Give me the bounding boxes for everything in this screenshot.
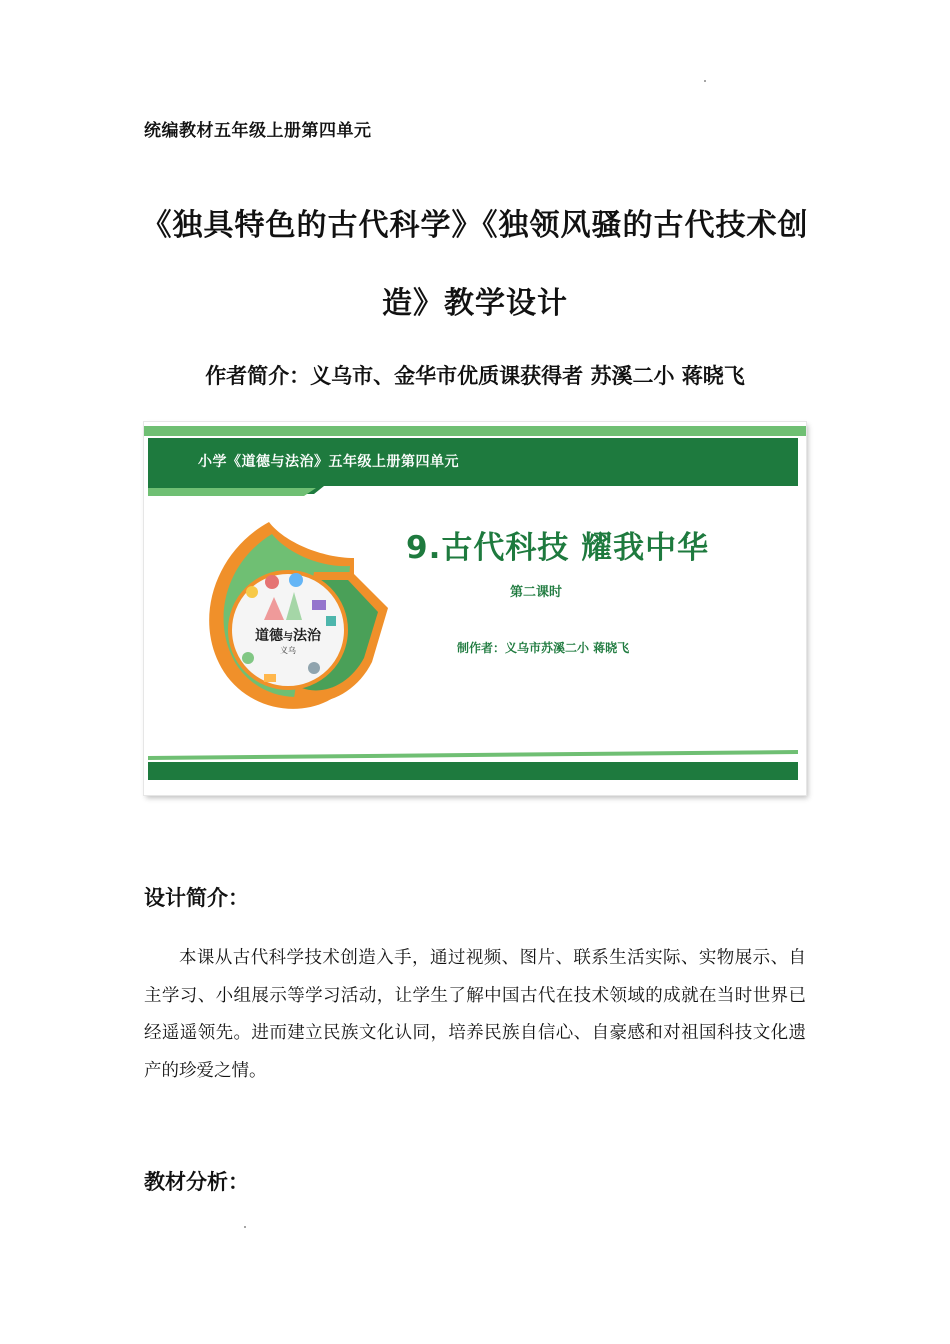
material-analysis-heading: 教材分析： bbox=[144, 1170, 249, 1194]
lesson-maker: 制作者：义乌市苏溪二小 蒋晓飞 bbox=[457, 641, 630, 655]
design-intro-heading: 设计简介： bbox=[144, 886, 249, 910]
doc-title-line-1: 《独具特色的古代科学》《独领风骚的古代技术创 bbox=[141, 208, 809, 243]
cover-header-text: 小学《道德与法治》五年级上册第四单元 bbox=[198, 454, 459, 470]
badge-title bbox=[252, 625, 324, 645]
cover-slide-image bbox=[144, 422, 806, 795]
cover-slide-graphics bbox=[144, 422, 806, 795]
author-intro: 作者简介：义乌市、金华市优质课获得者 苏溪二小 蒋晓飞 bbox=[205, 364, 745, 388]
scan-speck-top bbox=[704, 80, 706, 82]
design-intro-paragraph: 本课从古代科学技术创造入手，通过视频、图片、联系生活实际、实物展示、自主学习、小组展示等学习活动，让学生了解中国古代在技术领域的成就在当时世界已经遥遥领先。进而建立民族文化认同，培养民族自信心、自豪感和对祖国科技文化遗产的珍爱之情。 bbox=[144, 948, 806, 1081]
badge-title-small: 与 bbox=[283, 632, 293, 643]
badge-subtitle: 义乌 bbox=[280, 646, 296, 655]
series-label: 统编教材五年级上册第四单元 bbox=[144, 121, 372, 141]
lesson-title: 9.古代科技 耀我中华 bbox=[406, 530, 710, 566]
badge-title-b: 法治 bbox=[293, 628, 321, 644]
badge-title-a: 道德 bbox=[255, 628, 283, 644]
scan-speck-bottom bbox=[244, 1226, 246, 1228]
doc-title-line-2: 造》教学设计 bbox=[382, 286, 568, 321]
lesson-period: 第二课时 bbox=[510, 585, 563, 600]
